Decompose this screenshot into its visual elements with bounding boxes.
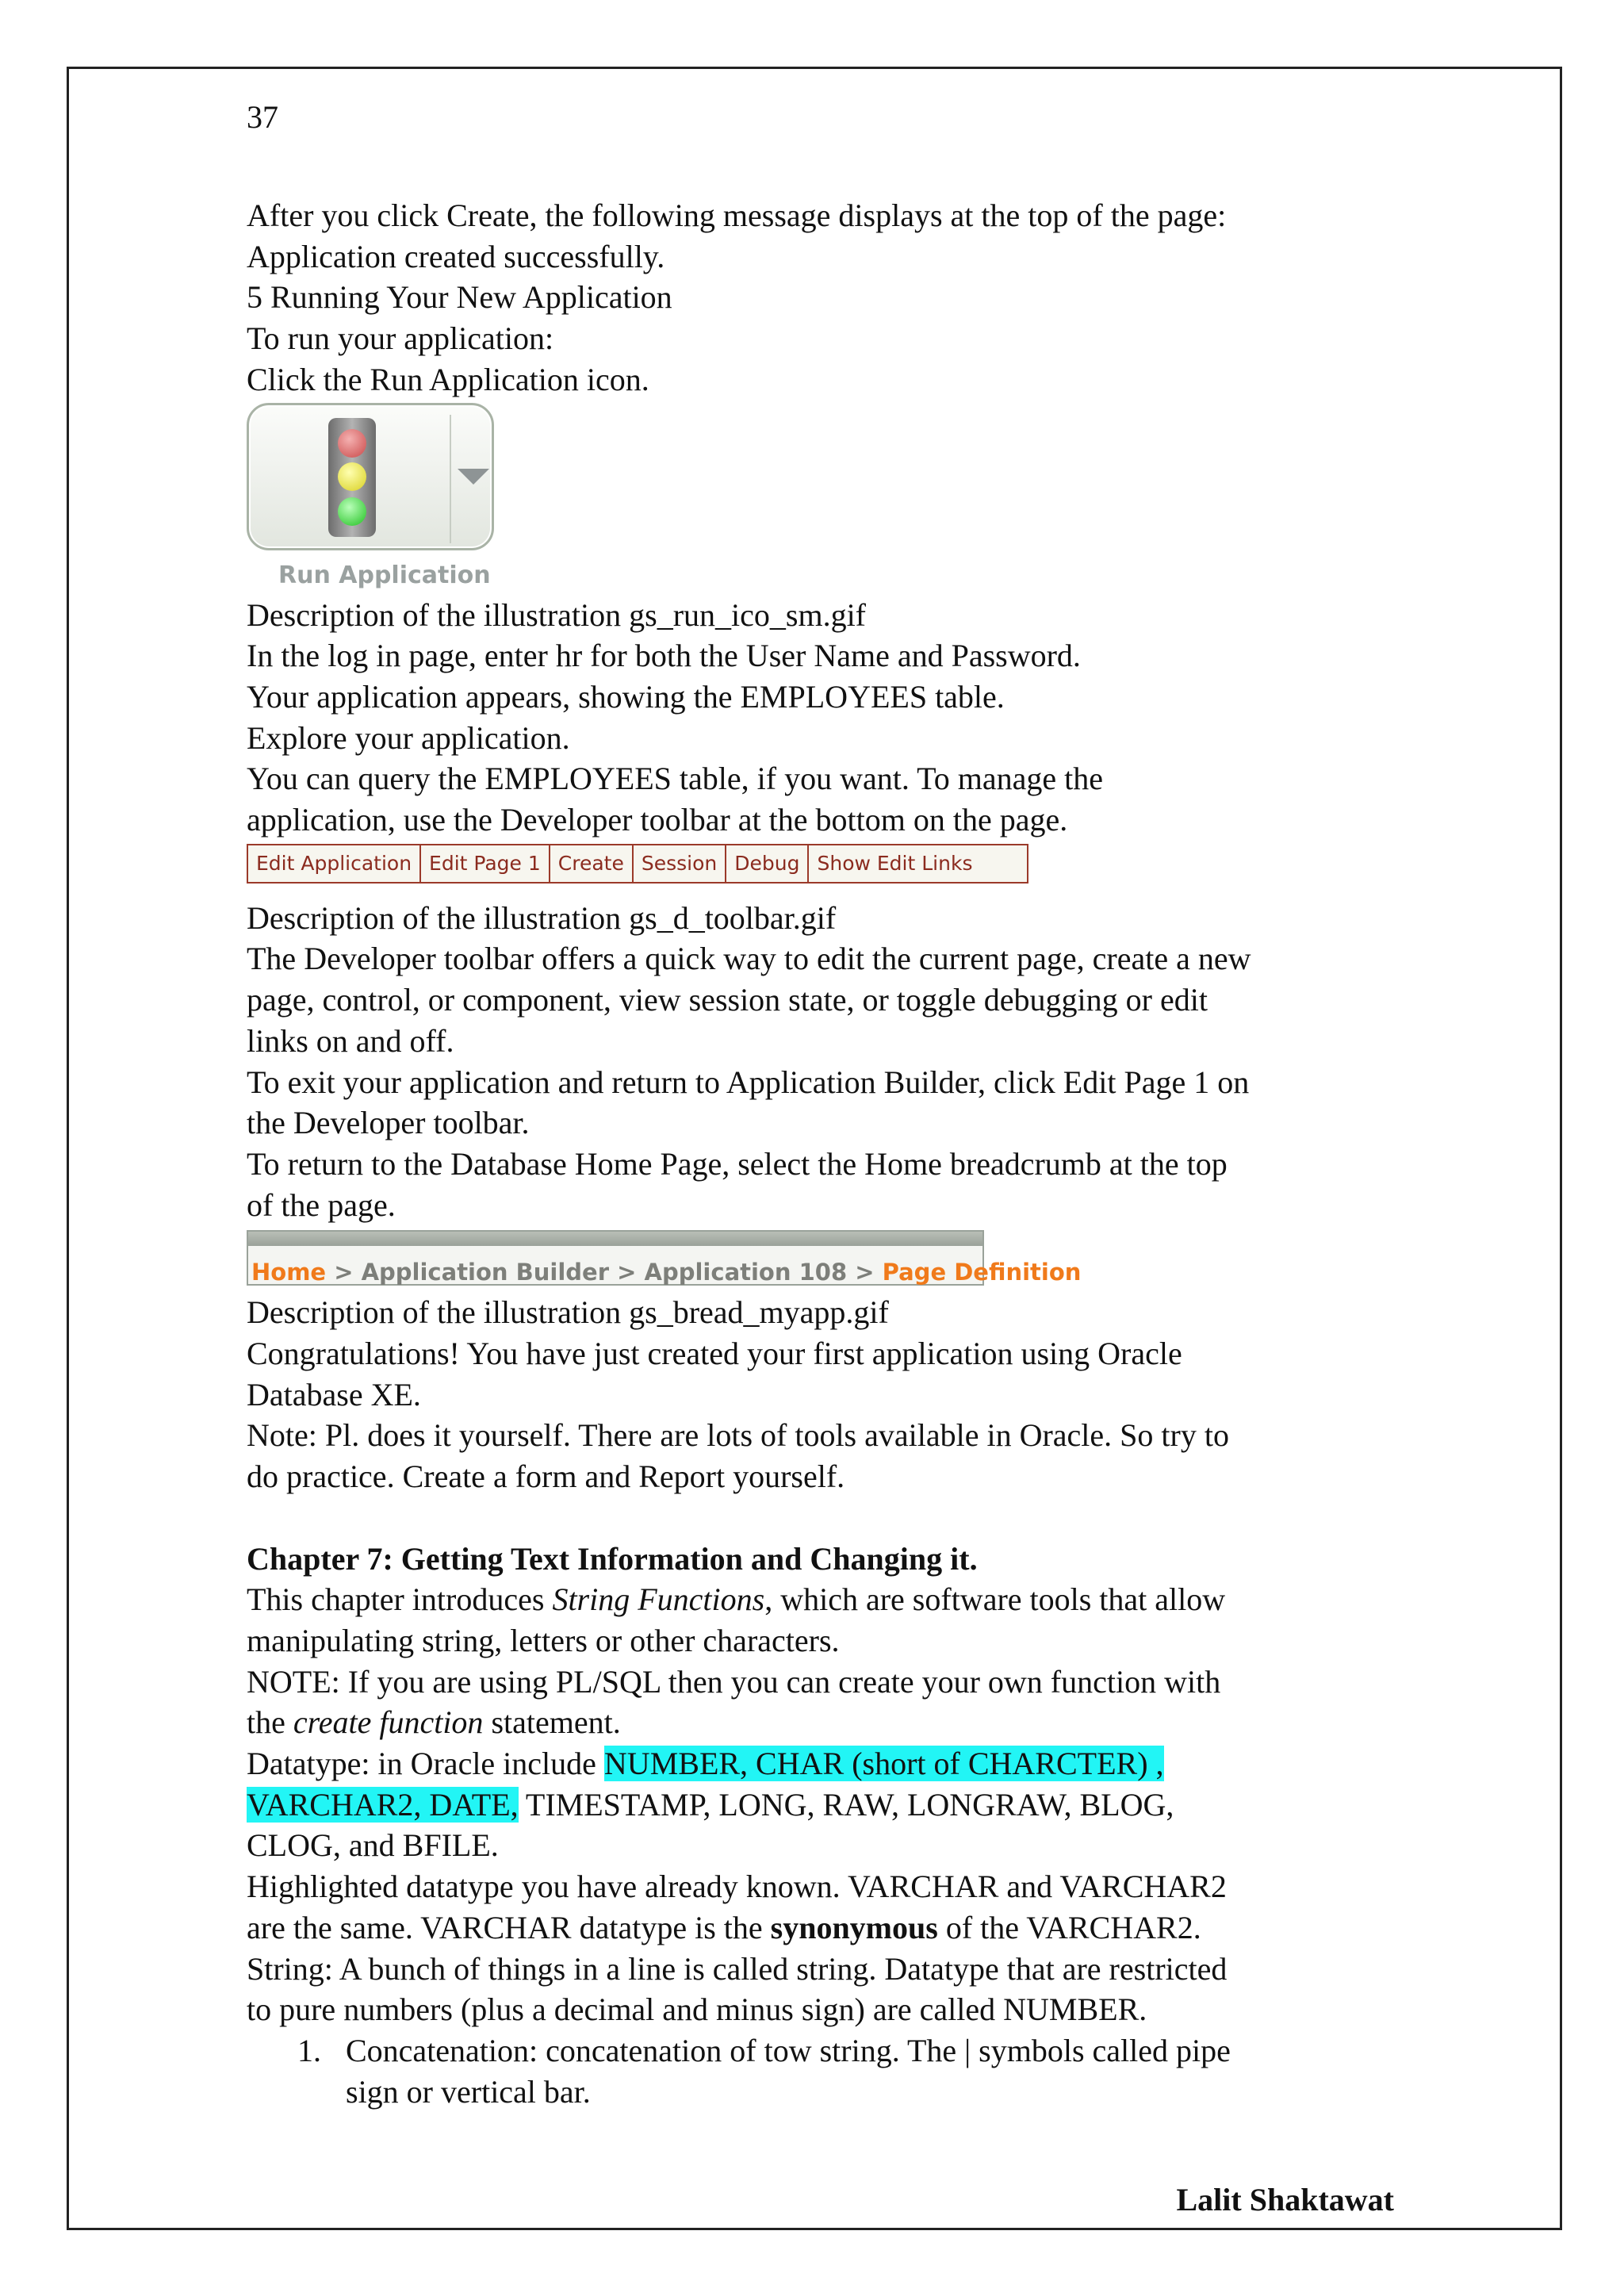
- body-line: NOTE: If you are using PL/SQL then you can create your own function with: [247, 1663, 1221, 1700]
- italic-term: create function: [293, 1704, 484, 1741]
- body-line: The Developer toolbar offers a quick way to edit the current page, create a new: [247, 941, 1251, 977]
- body-line: to pure numbers (plus a decimal and minus sign) are called NUMBER.: [247, 1991, 1147, 2028]
- figure-caption: Description of the illustration gs_bread_myapp.gif: [247, 1294, 889, 1331]
- list-item: [247, 2030, 1381, 2112]
- bold-term: synonymous: [770, 1909, 938, 1945]
- breadcrumb-page-definition: Page Definition: [882, 1259, 1082, 1286]
- body-line: application, use the Developer toolbar at the bottom on the page.: [247, 802, 1068, 838]
- debug-button[interactable]: Debug: [726, 845, 809, 882]
- list-number: 1.: [297, 2033, 321, 2068]
- breadcrumb-separator: >: [609, 1259, 645, 1286]
- green-light-icon: [338, 497, 366, 526]
- run-application-divider: [450, 415, 451, 543]
- body-line: [247, 1784, 1381, 1826]
- edit-application-button[interactable]: Edit Application: [248, 845, 421, 882]
- body-line: [247, 1907, 1381, 1949]
- breadcrumb-separator: >: [326, 1259, 362, 1286]
- text-run: of the VARCHAR2.: [937, 1909, 1201, 1945]
- text-run: Datatype: in Oracle include: [247, 1746, 604, 1782]
- body-line: CLOG, and BFILE.: [247, 1827, 499, 1864]
- body-line: Application created successfully.: [247, 238, 665, 274]
- yellow-light-icon: [338, 462, 366, 491]
- breadcrumb-home-link[interactable]: Home: [251, 1259, 327, 1286]
- edit-page-button[interactable]: Edit Page 1: [421, 845, 550, 882]
- chevron-down-icon[interactable]: [458, 469, 489, 485]
- body-line: You can query the EMPLOYEES table, if you want. To manage the: [247, 761, 1103, 797]
- body-line: do practice. Create a form and Report yourself.: [247, 1458, 845, 1495]
- body-line: [247, 1743, 1381, 1784]
- document-body: [247, 195, 1381, 2112]
- body-line: links on and off.: [247, 1022, 454, 1059]
- breadcrumb: [247, 1230, 1082, 1286]
- body-line: the Developer toolbar.: [247, 1105, 530, 1141]
- body-line: [247, 1579, 1381, 1620]
- page-number: 37: [247, 99, 278, 135]
- body-line: To exit your application and return to Application Builder, click Edit Page 1 on: [247, 1064, 1250, 1100]
- text-run: statement.: [483, 1704, 621, 1741]
- body-line: [247, 1702, 1381, 1743]
- run-application-button[interactable]: [247, 403, 500, 593]
- highlighted-text: VARCHAR2, DATE,: [247, 1786, 519, 1823]
- author-signature: Lalit Shaktawat: [1176, 2182, 1394, 2217]
- show-edit-links-button[interactable]: Show Edit Links: [817, 851, 973, 875]
- body-line: Note: Pl. does it yourself. There are lots of tools available in Oracle. So try to: [247, 1417, 1229, 1454]
- text-run: the: [247, 1704, 293, 1741]
- breadcrumb-application-link[interactable]: Application 108: [644, 1259, 848, 1286]
- red-light-icon: [338, 429, 366, 458]
- body-line: manipulating string, letters or other characters.: [247, 1622, 840, 1658]
- traffic-light-icon: [328, 418, 376, 537]
- breadcrumb-bar: [248, 1232, 982, 1246]
- body-line: Highlighted datatype you have already known. VARCHAR and VARCHAR2: [247, 1869, 1227, 1905]
- text-run: TIMESTAMP, LONG, RAW, LONGRAW, BLOG,: [518, 1786, 1174, 1823]
- figure-caption: Description of the illustration gs_d_toolbar.gif: [247, 899, 837, 936]
- body-line: of the page.: [247, 1186, 396, 1223]
- chapter-title: Chapter 7: Getting Text Information and Changing it.: [247, 1540, 978, 1577]
- body-line: page, control, or component, view session state, or toggle debugging or edit: [247, 982, 1208, 1018]
- body-line: Explore your application.: [247, 719, 570, 756]
- list-text: Concatenation: concatenation of tow string. The | symbols called pipe: [346, 2033, 1231, 2068]
- body-line: String: A bunch of things in a line is called string. Datatype that are restricted: [247, 1950, 1228, 1987]
- body-line: Congratulations! You have just created your first application using Oracle: [247, 1336, 1182, 1372]
- breadcrumb-application-builder-link[interactable]: Application Builder: [361, 1259, 610, 1286]
- create-button[interactable]: Create: [550, 845, 634, 882]
- body-line: Database XE.: [247, 1376, 421, 1412]
- breadcrumb-trail: [251, 1252, 1081, 1294]
- run-application-label: Run Application: [278, 561, 491, 589]
- highlighted-text: NUMBER, CHAR (short of CHARCTER) ,: [603, 1746, 1164, 1782]
- body-line: In the log in page, enter hr for both the User Name and Password.: [247, 638, 1081, 674]
- run-application-icon-box: [247, 403, 494, 550]
- body-line: After you click Create, the following message displays at the top of the page:: [247, 197, 1227, 233]
- body-line: To return to the Database Home Page, select the Home breadcrumb at the top: [247, 1145, 1228, 1182]
- body-line: Your application appears, showing the EMPLOYEES table.: [247, 678, 1005, 715]
- body-line: To run your application:: [247, 320, 554, 357]
- italic-term: String Functions: [552, 1581, 765, 1618]
- text-run: , which are software tools that allow: [764, 1581, 1226, 1618]
- section-heading: 5 Running Your New Application: [247, 279, 672, 316]
- body-line: Click the Run Application icon.: [247, 361, 649, 397]
- session-button[interactable]: Session: [634, 845, 726, 882]
- figure-caption: Description of the illustration gs_run_ico_sm.gif: [247, 596, 866, 633]
- list-text: sign or vertical bar.: [346, 2073, 591, 2110]
- text-run: are the same. VARCHAR datatype is the: [247, 1909, 771, 1945]
- text-run: This chapter introduces: [247, 1581, 553, 1618]
- breadcrumb-separator: >: [847, 1259, 883, 1286]
- developer-toolbar: [247, 844, 1028, 884]
